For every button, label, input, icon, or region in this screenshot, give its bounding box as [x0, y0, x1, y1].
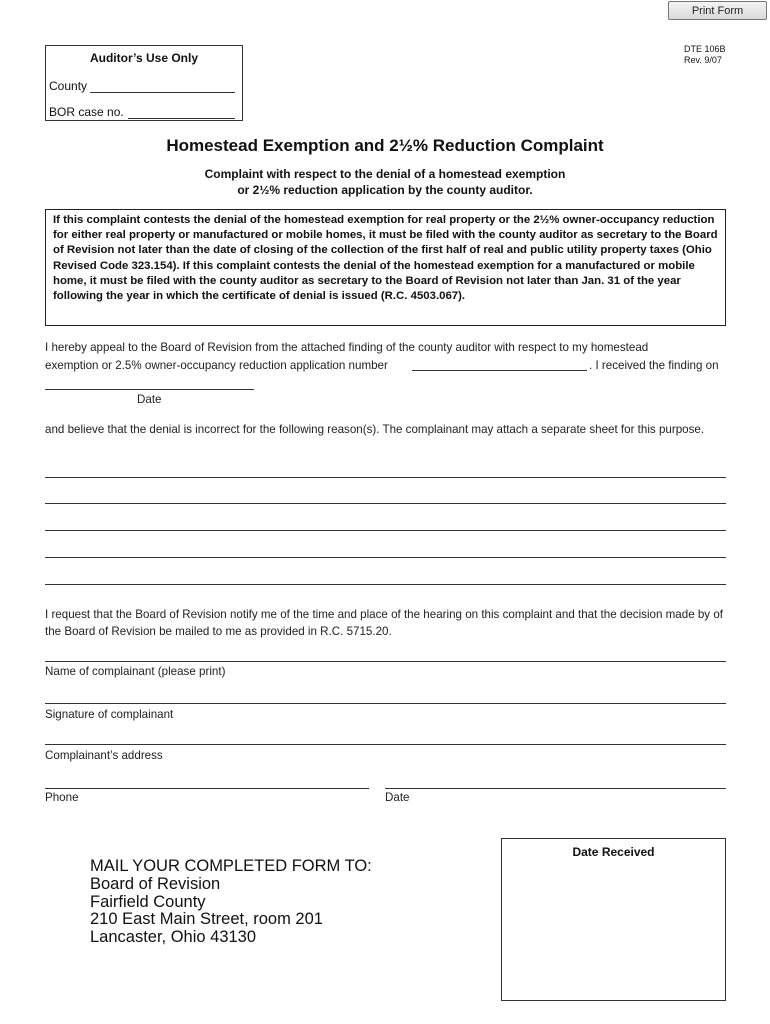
mail-line-4: Lancaster, Ohio 43130 — [90, 928, 257, 947]
date-received-box — [501, 838, 726, 1001]
page-title: Homestead Exemption and 2½% Reduction Complaint — [166, 136, 604, 155]
mail-heading: MAIL YOUR COMPLETED FORM TO: — [90, 857, 372, 875]
name-field[interactable] — [45, 661, 726, 662]
request-text: I request that the Board of Revision notify me of the time and place of the hearing on this complaint and that the decision made by of the Board of Revision be mailed to me as provided in R.C. 5715.20. — [45, 608, 723, 638]
finding-date-field[interactable] — [45, 389, 254, 390]
appeal-line-2-suffix: . I received the finding on — [589, 359, 719, 372]
address-label: Complainant’s address — [45, 749, 163, 762]
mail-line-2: Fairfield County — [90, 892, 206, 911]
date-received-title: Date Received — [572, 845, 655, 859]
filing-notice: If this complaint contests the denial of the homestead exemption for real property or the 2½% owner-occupancy reduction for either real property or manufactured or mobile homes, it must be filed with the county auditor as secretary to the Board of Revision not later than the date of closing of the collection of the first half of real and public utility property taxes (Ohio Revised Code 323.154). If this complaint contests the denial of the homestead exemption for a manufactured or mobile home, it must be filed with the county auditor as secretary to the Board of Revision not later than Jan. 31 of the year following the year in which the certificate of denial is issued (R.C. 4503.067). — [45, 209, 726, 326]
reason-line[interactable] — [45, 477, 726, 478]
subtitle-line-1: Complaint with respect to the denial of a homestead exemption — [204, 167, 566, 181]
phone-label: Phone — [45, 791, 79, 804]
signature-label: Signature of complainant — [45, 708, 174, 721]
form-number: DTE 106B — [684, 44, 726, 54]
application-number-field[interactable] — [412, 370, 587, 371]
appeal-line-2-prefix: exemption or 2.5% owner-occupancy reduction application number — [45, 359, 388, 372]
auditors-use-box — [45, 45, 243, 121]
county-label: County — [49, 79, 88, 93]
print-form-button[interactable]: Print Form — [668, 1, 767, 20]
phone-field[interactable] — [45, 788, 369, 789]
mail-line-3: 210 East Main Street, room 201 — [90, 910, 323, 929]
address-field[interactable] — [45, 744, 726, 745]
bor-case-label: BOR case no. — [49, 105, 124, 119]
mail-line-1: Board of Revision — [90, 874, 221, 893]
date-label: Date — [385, 791, 410, 804]
reason-line[interactable] — [45, 530, 726, 531]
reason-text: and believe that the denial is incorrect for the following reason(s). The complainant may attach a separate sheet for this purpose. — [45, 423, 705, 436]
form-number-block — [684, 44, 726, 66]
subtitle — [0, 166, 770, 198]
date-field[interactable] — [385, 788, 726, 789]
county-field[interactable] — [90, 92, 235, 93]
form-revision: Rev. 9/07 — [684, 55, 722, 65]
bor-case-field[interactable] — [128, 118, 235, 119]
reason-line[interactable] — [45, 557, 726, 558]
signature-field[interactable] — [45, 703, 726, 704]
name-label: Name of complainant (please print) — [45, 665, 226, 678]
auditors-use-title: Auditor’s Use Only — [89, 51, 199, 65]
finding-date-label: Date — [137, 393, 162, 406]
mailing-address — [90, 858, 372, 947]
reason-line[interactable] — [45, 503, 726, 504]
subtitle-line-2: or 2½% reduction application by the county auditor. — [237, 183, 533, 197]
appeal-line-1: I hereby appeal to the Board of Revision from the attached finding of the county auditor with respect to my homestead — [45, 341, 649, 354]
reason-line[interactable] — [45, 584, 726, 585]
